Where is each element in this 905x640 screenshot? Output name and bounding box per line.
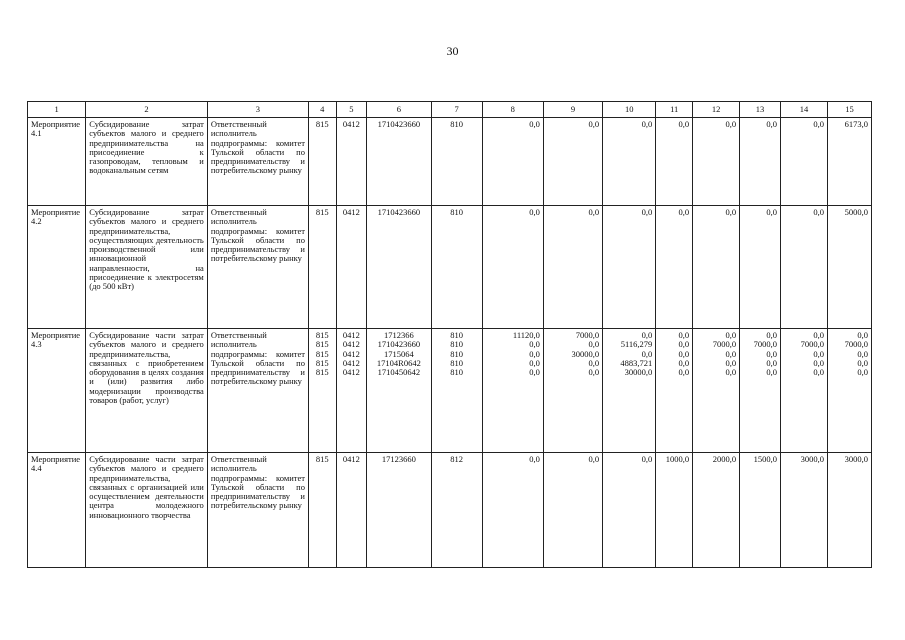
cell-target-article	[367, 206, 431, 329]
cell-executor: Ответственный исполнитель подпрограммы: комитет Тульской области по предпринимательству и потребительскому рынку	[207, 206, 308, 329]
cell-ministry	[308, 453, 336, 568]
cell-value: 0412	[342, 367, 360, 378]
cell-year-2	[543, 118, 602, 206]
cell-value: 0412	[342, 330, 360, 340]
cell-value: 1710450642	[377, 367, 421, 378]
cell-value: 0,0	[725, 357, 737, 368]
cell-value: 3000,0	[844, 454, 868, 464]
cell-year-4	[656, 118, 693, 206]
cell-expense-type	[431, 118, 482, 206]
cell-value: 815	[315, 207, 329, 217]
cell-year-4	[656, 206, 693, 329]
cell-year-4	[656, 329, 693, 453]
column-header: 8	[482, 102, 543, 118]
cell-year-6	[740, 206, 781, 329]
table-row	[28, 453, 872, 568]
cell-year-2	[543, 453, 602, 568]
cell-value: 0,0	[725, 367, 737, 378]
cell-target-article	[367, 453, 431, 568]
cell-value: 0,0	[857, 357, 868, 368]
cell-value: 0,0	[588, 454, 600, 464]
cell-year-1	[482, 118, 543, 206]
cell-year-3	[603, 118, 656, 206]
cell-value: 0,0	[766, 119, 777, 129]
column-header: 6	[367, 102, 431, 118]
cell-value: 0,0	[529, 357, 540, 368]
cell-year-1	[482, 453, 543, 568]
table-row	[28, 118, 872, 206]
cell-value: 0,0	[678, 357, 690, 368]
column-header: 9	[543, 102, 602, 118]
cell-value: 0,0	[588, 207, 600, 217]
cell-event: Мероприятие 4.1	[28, 118, 86, 206]
cell-value: 0,0	[725, 348, 737, 359]
cell-value: 6173,0	[844, 119, 868, 129]
cell-value: 0,0	[766, 348, 777, 359]
cell-event: Мероприятие 4.4	[28, 453, 86, 568]
cell-value: 0412	[342, 454, 360, 464]
cell-year-8	[827, 453, 871, 568]
cell-value: 0,0	[857, 348, 868, 359]
cell-value: 30000,0	[571, 348, 600, 359]
cell-value: 810	[450, 367, 463, 378]
cell-year-6	[740, 453, 781, 568]
cell-value: 0,0	[813, 207, 824, 217]
column-header: 13	[740, 102, 781, 118]
cell-value: 0,0	[766, 367, 777, 378]
cell-description: Субсидирование части затрат субъектов малого и среднего предпринимательства, связанных с организацией или осуществлением деятельности центра молодежного инновационного творчества	[86, 453, 208, 568]
cell-year-2	[543, 329, 602, 453]
cell-section	[336, 453, 367, 568]
cell-year-7	[780, 453, 827, 568]
cell-section	[336, 206, 367, 329]
cell-value: 7000,0	[800, 339, 824, 350]
cell-value: 1710423660	[377, 119, 421, 129]
cell-value: 1712366	[383, 330, 414, 340]
column-header: 12	[693, 102, 740, 118]
cell-value: 0,0	[588, 339, 600, 350]
cell-value: 0412	[342, 339, 360, 350]
cell-year-3	[603, 453, 656, 568]
cell-value: 3000,0	[800, 454, 824, 464]
cell-value: 7000,0	[712, 339, 737, 350]
cell-value: 0,0	[641, 207, 653, 217]
cell-value: 0,0	[529, 207, 540, 217]
table-row	[28, 329, 872, 453]
cell-value: 0,0	[766, 357, 777, 368]
cell-value: 30000,0	[624, 367, 653, 378]
cell-value: 0,0	[766, 207, 777, 217]
cell-ministry	[308, 206, 336, 329]
cell-value: 7000,0	[753, 339, 777, 350]
cell-value: 0,0	[813, 119, 824, 129]
cell-value: 0,0	[678, 330, 690, 340]
cell-value: 0,0	[588, 119, 600, 129]
cell-value: 1000,0	[665, 454, 690, 464]
cell-value: 0,0	[678, 348, 690, 359]
cell-value: 11120,0	[512, 330, 540, 340]
cell-executor: Ответственный исполнитель подпрограммы: комитет Тульской области по предпринимательству и потребительскому рынку	[207, 118, 308, 206]
cell-value: 0,0	[678, 119, 690, 129]
cell-description: Субсидирование затрат субъектов малого и среднего предпринимательства, осуществляющих деятельность производственной или инновационной направленности, на присоединение к электросетям (до 500 кВт)	[86, 206, 208, 329]
cell-value: 0,0	[529, 454, 540, 464]
cell-value: 0,0	[725, 330, 737, 340]
cell-value: 0,0	[766, 330, 777, 340]
cell-value: 0412	[342, 357, 360, 368]
cell-year-1	[482, 329, 543, 453]
column-header: 11	[656, 102, 693, 118]
cell-value: 0,0	[529, 339, 540, 350]
cell-value: 0,0	[641, 119, 653, 129]
cell-executor: Ответственный исполнитель подпрограммы: комитет Тульской области по предпринимательству и потребительскому рынку	[207, 453, 308, 568]
cell-value: 0,0	[813, 367, 824, 378]
cell-value: 810	[450, 357, 463, 368]
column-header: 10	[603, 102, 656, 118]
cell-value: 0,0	[857, 367, 868, 378]
cell-year-5	[693, 118, 740, 206]
cell-value: 0412	[342, 348, 360, 359]
cell-value: 810	[450, 207, 463, 217]
cell-target-article	[367, 118, 431, 206]
cell-value: 17123660	[381, 454, 416, 464]
cell-description: Субсидирование части затрат субъектов малого и среднего предпринимательства, связанных с приобретением оборудования в целях создания и (или) развития либо модернизации производства товаров (работ, услуг)	[86, 329, 208, 453]
cell-ministry	[308, 118, 336, 206]
cell-ministry	[308, 329, 336, 453]
cell-value: 0,0	[813, 348, 824, 359]
cell-year-7	[780, 118, 827, 206]
column-header: 15	[827, 102, 871, 118]
cell-year-8	[827, 118, 871, 206]
cell-value: 815	[315, 454, 329, 464]
cell-executor: Ответственный исполнитель подпрограммы: комитет Тульской области по предпринимательству и потребительскому рынку	[207, 329, 308, 453]
cell-value: 810	[450, 330, 463, 340]
column-header: 14	[780, 102, 827, 118]
cell-value: 1500,0	[753, 454, 777, 464]
column-header: 2	[86, 102, 208, 118]
cell-value: 810	[450, 119, 463, 129]
cell-value: 7000,0	[575, 330, 600, 340]
cell-value: 0,0	[813, 357, 824, 368]
cell-year-5	[693, 453, 740, 568]
cell-year-8	[827, 329, 871, 453]
cell-value: 812	[450, 454, 463, 464]
cell-year-5	[693, 329, 740, 453]
cell-expense-type	[431, 329, 482, 453]
page-number: 30	[446, 44, 459, 58]
cell-section	[336, 118, 367, 206]
cell-value: 0,0	[529, 348, 540, 359]
cell-value: 815	[315, 330, 329, 340]
cell-section	[336, 329, 367, 453]
cell-value: 1715064	[383, 348, 414, 359]
cell-expense-type	[431, 453, 482, 568]
cell-value: 0412	[342, 207, 360, 217]
cell-value: 815	[315, 348, 329, 359]
cell-target-article	[367, 329, 431, 453]
cell-year-3	[603, 329, 656, 453]
cell-year-7	[780, 329, 827, 453]
cell-value: 7000,0	[844, 339, 868, 350]
cell-value: 0,0	[529, 119, 540, 129]
cell-value: 0,0	[857, 330, 868, 340]
column-header: 5	[336, 102, 367, 118]
column-header: 3	[207, 102, 308, 118]
cell-value: 0,0	[678, 367, 690, 378]
column-header: 7	[431, 102, 482, 118]
cell-value: 0,0	[725, 207, 737, 217]
cell-year-7	[780, 206, 827, 329]
cell-value: 815	[315, 367, 329, 378]
table-body	[28, 118, 872, 568]
column-header: 4	[308, 102, 336, 118]
cell-value: 0,0	[678, 339, 690, 350]
cell-value: 810	[450, 348, 463, 359]
cell-expense-type	[431, 206, 482, 329]
column-header: 1	[28, 102, 86, 118]
table-row	[28, 206, 872, 329]
budget-table	[27, 101, 872, 568]
cell-year-2	[543, 206, 602, 329]
cell-value: 5000,0	[844, 207, 868, 217]
cell-value: 0,0	[588, 357, 600, 368]
cell-year-6	[740, 118, 781, 206]
cell-value: 0,0	[529, 367, 540, 378]
cell-value: 0,0	[641, 454, 653, 464]
cell-year-3	[603, 206, 656, 329]
cell-value: 0,0	[588, 367, 600, 378]
cell-value: 0,0	[725, 119, 737, 129]
cell-value: 1710423660	[377, 339, 421, 350]
cell-value: 0,0	[678, 207, 690, 217]
cell-value: 0,0	[813, 330, 824, 340]
cell-year-6	[740, 329, 781, 453]
cell-value: 815	[315, 357, 329, 368]
cell-year-5	[693, 206, 740, 329]
cell-value: 815	[315, 339, 329, 350]
header-row	[28, 102, 872, 118]
cell-description: Субсидирование затрат субъектов малого и среднего предпринимательства на присоединение к газопроводам, тепловым и водоканальным сетям	[86, 118, 208, 206]
cell-value: 815	[315, 119, 329, 129]
cell-value: 1710423660	[377, 207, 421, 217]
cell-year-8	[827, 206, 871, 329]
cell-value: 4883,721	[620, 357, 653, 368]
cell-event: Мероприятие 4.2	[28, 206, 86, 329]
cell-event: Мероприятие 4.3	[28, 329, 86, 453]
cell-value: 5116,279	[620, 339, 653, 350]
cell-year-1	[482, 206, 543, 329]
cell-value: 2000,0	[712, 454, 737, 464]
cell-year-4	[656, 453, 693, 568]
cell-value: 0,0	[641, 330, 653, 340]
cell-value: 810	[450, 339, 463, 350]
cell-value: 0412	[342, 119, 360, 129]
cell-value: 0,0	[641, 348, 653, 359]
cell-value: 17104R0642	[376, 357, 421, 368]
